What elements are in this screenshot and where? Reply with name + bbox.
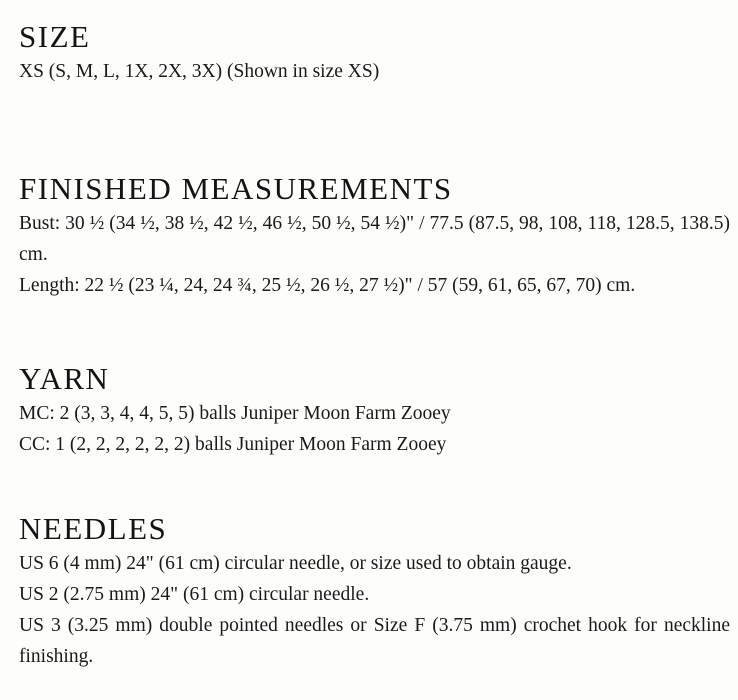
yarn-mc: MC: 2 (3, 3, 4, 4, 5, 5) balls Juniper Moon Farm Zooey — [19, 403, 451, 424]
length-measurement: Length: 22 ½ (23 ¼, 24, 24 ¾, 25 ½, 26 ½, 27 ½)" / 57 (59, 61, 65, 67, 70) cm. — [19, 275, 636, 296]
size-heading: SIZE — [19, 19, 91, 54]
yarn-section — [19, 362, 730, 460]
size-section — [19, 20, 730, 87]
yarn-heading: YARN — [19, 361, 110, 396]
needles-section — [19, 512, 730, 672]
needle-line-2: US 2 (2.75 mm) 24" (61 cm) circular needle. — [19, 584, 370, 605]
needle-line-3: US 3 (3.25 mm) double pointed needles or Size F (3.75 mm) crochet hook for neckline finishing. — [19, 615, 730, 667]
finished-measurements-section — [19, 172, 730, 301]
finished-measurements-heading: FINISHED MEASUREMENTS — [19, 171, 453, 206]
bust-measurement: Bust: 30 ½ (34 ½, 38 ½, 42 ½, 46 ½, 50 ½, 54 ½)" / 77.5 (87.5, 98, 108, 118, 128.5, 138.5) cm. — [19, 213, 730, 265]
needles-heading: NEEDLES — [19, 511, 168, 546]
yarn-cc: CC: 1 (2, 2, 2, 2, 2, 2) balls Juniper Moon Farm Zooey — [19, 434, 447, 455]
size-text: XS (S, M, L, 1X, 2X, 3X) (Shown in size XS) — [19, 61, 380, 82]
needle-line-1: US 6 (4 mm) 24" (61 cm) circular needle, or size used to obtain gauge. — [19, 553, 572, 574]
